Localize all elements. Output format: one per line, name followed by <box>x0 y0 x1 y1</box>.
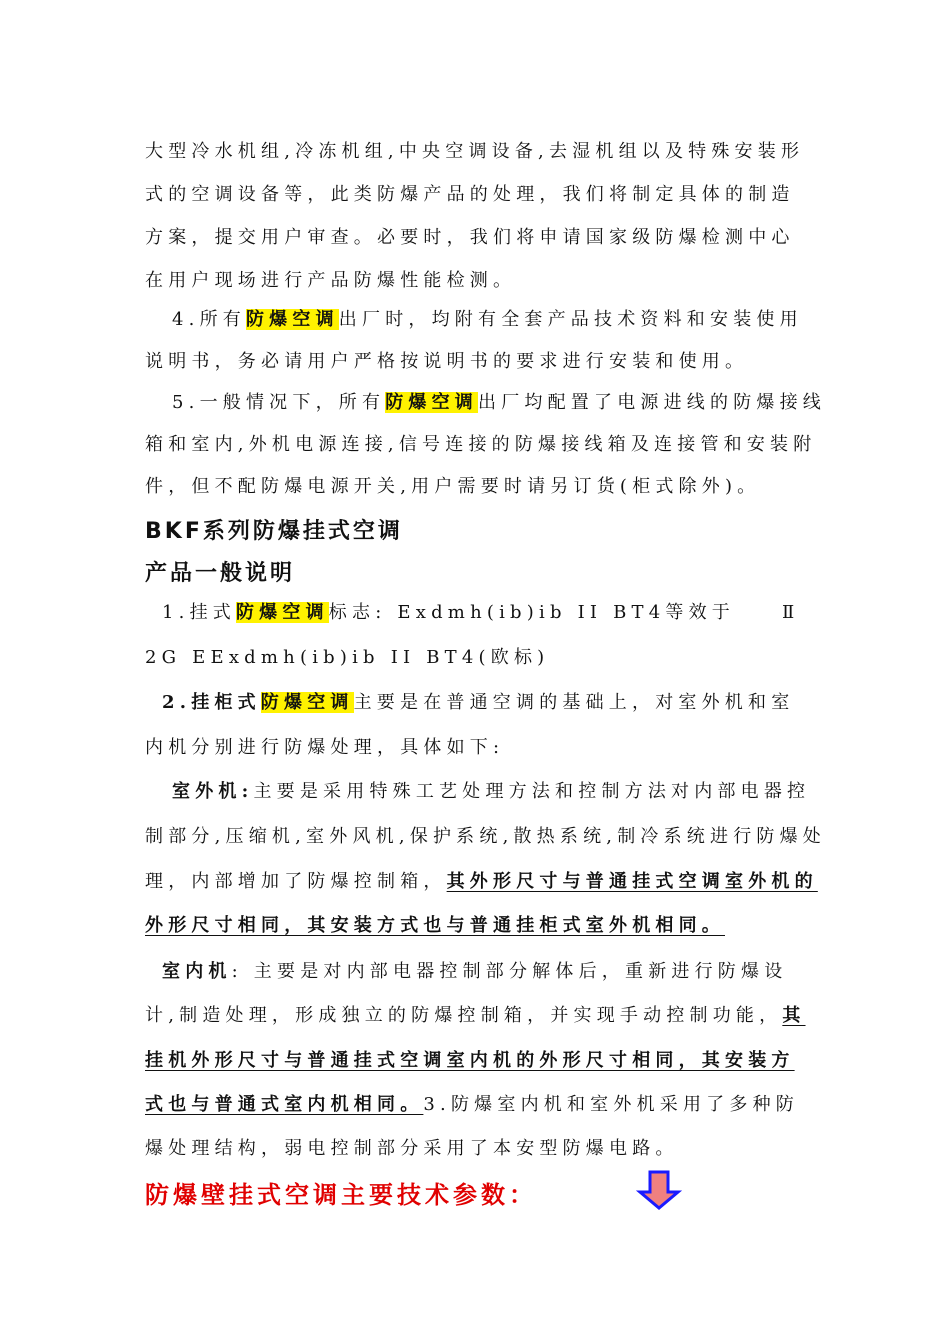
text-line: 2G EExdmh(ib)ib II BT4(欧标) <box>145 647 550 668</box>
item-1-text: 标志: Exdmh(ib)ib II BT4等效于 <box>328 602 736 623</box>
item-5-prefix: 5.一般情况下，所有 <box>172 392 386 413</box>
indoor-text: : 主要是对内部电器控制部分解体后，重新进行防爆设 <box>231 961 788 982</box>
underlined-emphasis: 其 <box>782 1005 806 1026</box>
text-line: 内机分别进行防爆处理，具体如下: <box>145 737 505 758</box>
text-line: 爆处理结构，弱电控制部分采用了本安型防爆电路。 <box>145 1138 679 1159</box>
text-line <box>172 391 826 415</box>
text-line <box>162 601 735 625</box>
item-4-text: 出厂时，均附有全套产品技术资料和安装使用 <box>338 309 803 330</box>
roman-numeral: Ⅱ <box>782 602 795 623</box>
text-line <box>145 1004 806 1028</box>
text-line <box>145 1093 799 1117</box>
underlined-emphasis: 外形尺寸相同，其安装方式也与普通挂柜式室外机相同。 <box>145 915 725 936</box>
text-line: 在用户现场进行产品防爆性能检测。 <box>145 270 517 291</box>
item-5-text: 出厂均配置了电源进线的防爆接线 <box>478 392 826 413</box>
text-line <box>172 308 803 332</box>
item-3-text: 3.防爆室内机和室外机采用了多种防 <box>423 1094 799 1115</box>
item-2-prefix: 2.挂柜式 <box>162 692 261 713</box>
text-line: 大型冷水机组,冷冻机组,中央空调设备,去湿机组以及特殊安装形 <box>145 141 805 162</box>
red-section-title: 防爆壁挂式空调主要技术参数： <box>145 1181 537 1209</box>
text-line: 件，但不配防爆电源开关,用户需要时请另订货(柜式除外)。 <box>145 476 761 497</box>
highlighted-keyword: 防爆空调 <box>385 392 478 413</box>
highlighted-keyword: 防爆空调 <box>235 602 329 623</box>
underlined-emphasis: 挂机外形尺寸与普通挂式空调室内机的外形尺寸相同，其安装方 <box>145 1050 795 1071</box>
highlighted-keyword: 防爆空调 <box>260 692 354 713</box>
item-1-prefix: 1.挂式 <box>162 602 236 623</box>
subsection-heading: 产品一般说明 <box>145 561 296 586</box>
text-line: 方案，提交用户审查。必要时，我们将申请国家级防爆检测中心 <box>145 227 795 248</box>
text-line: 说明书，务必请用户严格按说明书的要求进行安装和使用。 <box>145 351 749 372</box>
text-line <box>145 870 818 894</box>
indoor-label: 室内机 <box>162 961 232 982</box>
text-line: 式的空调设备等，此类防爆产品的处理，我们将制定具体的制造 <box>145 184 795 205</box>
item-4-prefix: 4.所有 <box>172 309 246 330</box>
text-line: 制部分,压缩机,室外风机,保护系统,散热系统,制冷系统进行防爆处 <box>145 826 827 847</box>
outdoor-text: 理，内部增加了防爆控制箱， <box>145 871 447 892</box>
text-line: 箱和室内,外机电源连接,信号连接的防爆接线箱及连接管和安装附 <box>145 434 817 455</box>
text-line <box>162 960 787 984</box>
section-heading: BKF系列防爆挂式空调 <box>145 519 403 544</box>
text-line <box>162 691 794 715</box>
outdoor-text: 主要是采用特殊工艺处理方法和控制方法对内部电器控 <box>253 781 811 802</box>
down-arrow-icon[interactable] <box>636 1170 682 1210</box>
indoor-text: 计,制造处理，形成独立的防爆控制箱，并实现手动控制功能， <box>145 1005 783 1026</box>
item-2-text: 主要是在普通空调的基础上，对室外机和室 <box>353 692 795 713</box>
underlined-emphasis: 其外形尺寸与普通挂式空调室外机的 <box>446 871 818 892</box>
underlined-emphasis: 式也与普通式室内机相同。 <box>145 1094 424 1115</box>
outdoor-label: 室外机: <box>172 781 254 802</box>
text-line <box>172 780 810 804</box>
highlighted-keyword: 防爆空调 <box>245 309 339 330</box>
